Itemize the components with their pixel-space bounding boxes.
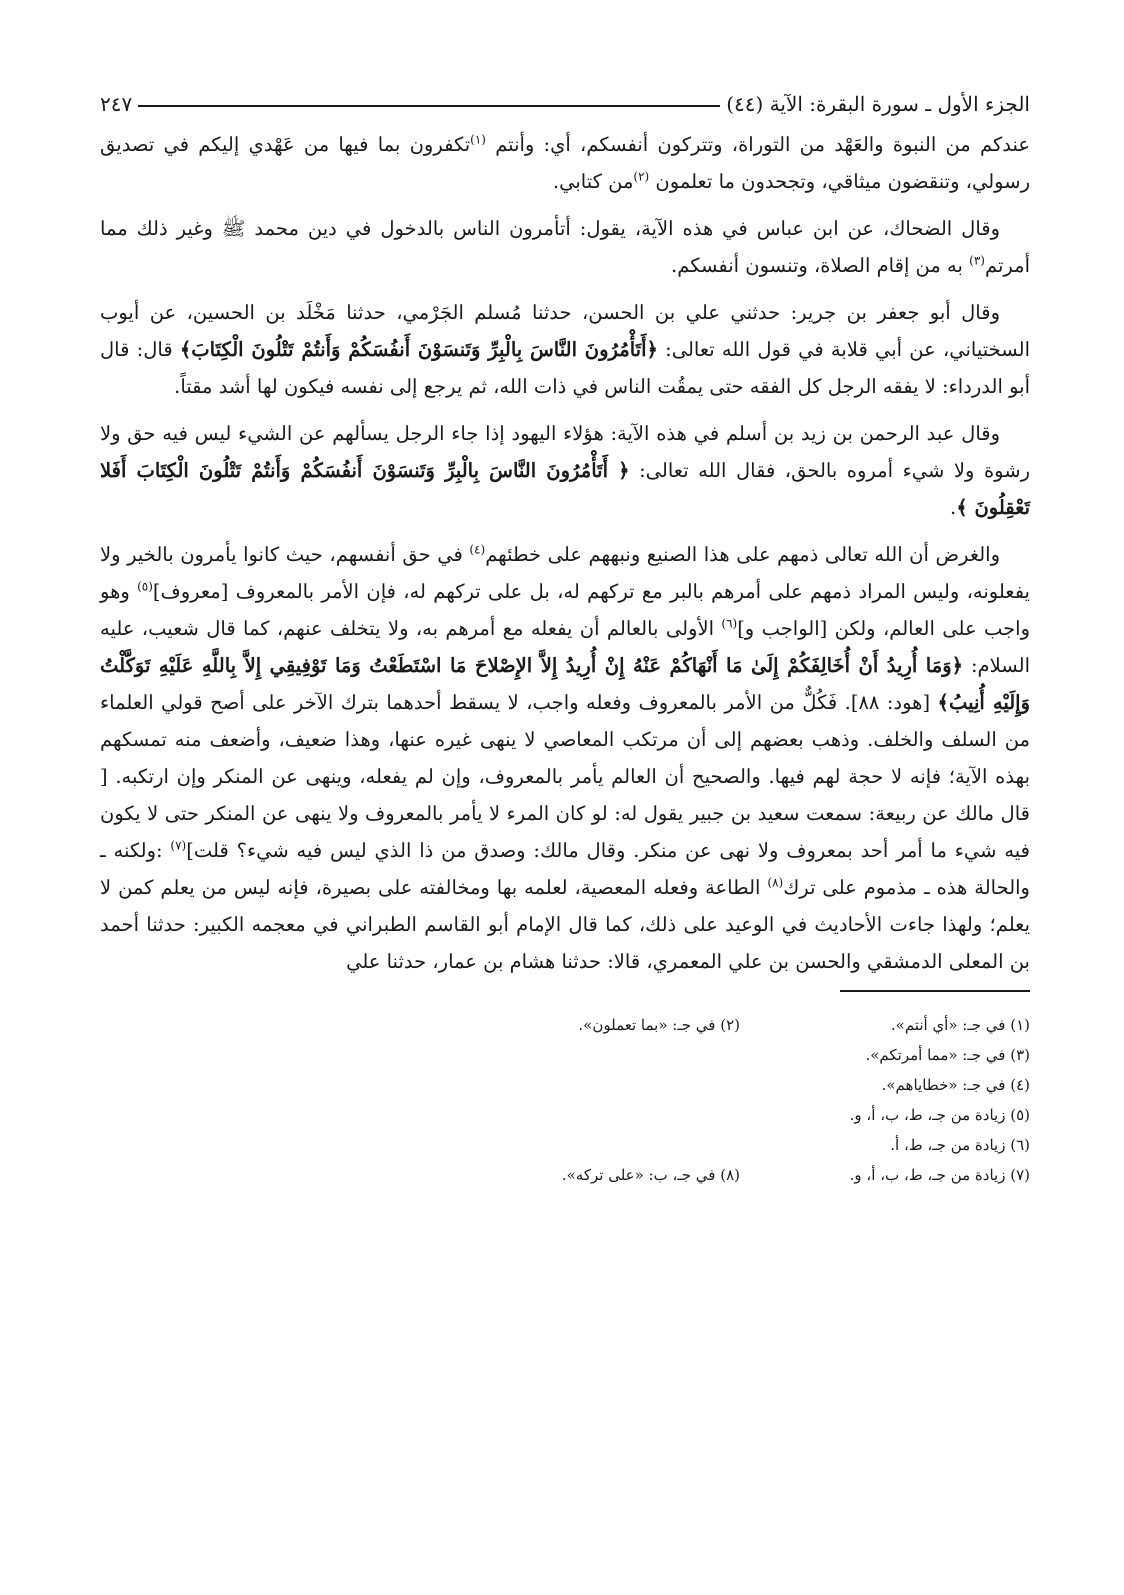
- paragraph-text: عندكم من النبوة والعَهْد من التوراة، وتتركون أنفسكم، أي: وأنتم: [485, 133, 1030, 156]
- paragraph-text: [هود: ٨٨]. فَكُلٌّ من الأمر بالمعروف وفعله واجب، لا يسقط أحدهما بترك الآخر على أصح قولي العلماء من السلف والخلف. وذهب بعضهم إلى أن مرتكب المعاصي لا ينهى غيره عنها، وهذا ضعيف، وأضعف منه تمسكهم بهذه الآية؛ فإنه لا حجة لهم فيها. والصحيح أن العالم يأمر بالمعروف، وإن لم يفعله، وينهى عن المنكر وإن ارتكبه. [ قال مالك عن ربيعة: سمعت سعيد بن جبير يقول له: لو كان المرء لا يأمر بالمعروف ولا ينهى عن المنكر حتى لا يكون فيه شيء ما أمر أحد بمعروف ولا نهى عن منكر. وقال مالك: وصدق من ذا الذي ليس فيه شيء؟ قلت]: [100, 691, 1031, 862]
- footnote-1: (١) في جـ: «أي أنتم».: [890, 1016, 1030, 1034]
- paragraph-4: [100, 415, 1030, 526]
- paragraph-text: وقال الضحاك، عن ابن عباس في هذه الآية، يقول: أتأمرون الناس بالدخول في دين محمد ﷺ وغير ذلك مما أمرتم: [100, 217, 1030, 277]
- footnote-row: [100, 1040, 1030, 1070]
- paragraph-text: الطاعة وفعله المعصية، لعلمه بها ومخالفته على بصيرة، فإنه ليس من يعلم كمن لا يعلم؛ ولهذا جاءت الأحاديث في الوعيد على ذلك، كما قال الإمام أبو القاسم الطبراني في معجمه الكبير: حدثنا أحمد بن المعلى الدمشقي والحسن بن علي المعمري، قالا: حدثنا هشام بن عمار، حدثنا علي: [100, 876, 1030, 973]
- paragraph-3: [100, 294, 1030, 405]
- footnote-marker: (٦): [721, 616, 738, 631]
- footnotes: [100, 1010, 1030, 1190]
- paragraph-text: :ولكنه ـ والحالة هذه ـ مذموم على ترك: [100, 839, 1030, 899]
- footnote-row: [100, 1010, 1030, 1040]
- paragraph-5: [100, 536, 1030, 980]
- running-header: [100, 88, 1030, 120]
- paragraph-text: وقال أبو جعفر بن جرير: حدثني علي بن الحسن، حدثنا مُسلم الجَرْمي، حدثنا مَخْلَد بن الحسين، عن أيوب السختياني، عن أبي قلابة في قول الله تعالى:: [100, 301, 1030, 361]
- footnote-marker: (٢): [633, 169, 650, 184]
- footnote-marker: (٣): [969, 253, 985, 268]
- footnote-divider: [840, 990, 1030, 992]
- footnote-4: (٤) في جـ: «خطاياهم».: [881, 1076, 1030, 1094]
- footnote-marker: (٥): [137, 579, 153, 594]
- footnote-7: (٧) زيادة من جـ، ط، ب، أ، و.: [849, 1166, 1030, 1184]
- footnote-marker: (٧): [170, 838, 187, 853]
- quran-verse: ﴿أَتَأْمُرُونَ النَّاسَ بِالْبِرِّ وَتَنسَوْنَ أَنفُسَكُمْ وَأَنتُمْ تَتْلُونَ الْكِتَابَ﴾: [179, 338, 658, 361]
- paragraph-text: قال: قال أبو الدرداء: لا يفقه الرجل كل الفقه حتى يمقُت الناس في ذات الله، ثم يرجع إلى نفسه فيكون لها أشد مقتاً.: [100, 338, 1030, 398]
- footnote-row: [100, 1100, 1030, 1130]
- paragraph-text: .: [950, 496, 957, 519]
- footnote-row: [100, 1070, 1030, 1100]
- paragraph-text: به من إقام الصلاة، وتنسون أنفسكم.: [671, 254, 970, 277]
- footnote-8: (٨) في جـ، ب: «على تركه».: [561, 1166, 740, 1184]
- footnote-2: (٢) في جـ: «بما تعملون».: [578, 1016, 740, 1034]
- paragraph-text: تكفرون بما فيها من عَهْدي إليكم في تصديق رسولي، وتنقضون ميثاقي، وتجحدون ما تعلمون: [100, 133, 1030, 193]
- footnote-6: (٦) زيادة من جـ، ط، أ.: [890, 1136, 1030, 1154]
- paragraph-text: من كتابي.: [552, 170, 634, 193]
- paragraph-1: [100, 126, 1030, 200]
- footnote-row: [100, 1130, 1030, 1160]
- footnote-5: (٥) زيادة من جـ، ط، ب، أ، و.: [849, 1106, 1030, 1124]
- footnote-marker: (٤): [469, 542, 486, 557]
- header-title: الجزء الأول ـ سورة البقرة: الآية (٤٤): [726, 92, 1030, 116]
- paragraph-2: [100, 210, 1030, 284]
- header-rule: [138, 105, 720, 107]
- footnote-marker: (٨): [767, 875, 784, 890]
- paragraph-text: في حق أنفسهم، حيث كانوا يأمرون بالخير ولا يفعلونه، وليس المراد ذمهم على أمرهم بالبر مع تركهم له، بل على تركهم له، فإن الأمر بالمعروف [معروف]: [100, 543, 1030, 603]
- book-page: [100, 88, 1030, 1190]
- footnote-marker: (١): [470, 132, 486, 147]
- quran-verse: ﴿وَمَا أُرِيدُ أَنْ أُخَالِفَكُمْ إِلَىٰ مَا أَنْهَاكُمْ عَنْهُ إِنْ أُرِيدُ إِلاَّ الإِصْلاحَ مَا اسْتَطَعْتُ وَمَا تَوْفِيقِي إِلاَّ بِاللَّهِ عَلَيْهِ تَوَكَّلْتُ وَإِلَيْهِ أُنِيبُ﴾: [100, 654, 1030, 714]
- quran-verse: ﴿ أَتَأْمُرُونَ النَّاسَ بِالْبِرِّ وَتَنسَوْنَ أَنفُسَكُمْ وَأَنتُمْ تَتْلُونَ الْكِتَابَ أَفَلا تَعْقِلُونَ ﴾: [100, 459, 1030, 519]
- paragraph-text: والغرض أن الله تعالى ذمهم على هذا الصنيع ونبههم على خطئهم: [485, 543, 1000, 566]
- footnote-3: (٣) في جـ: «مما أمرتكم».: [865, 1046, 1030, 1064]
- footnote-row: [100, 1160, 1030, 1190]
- paragraph-text: الأولى بالعالم أن يفعله مع أمرهم به، ولا يتخلف عنهم، كما قال شعيب، عليه السلام:: [100, 617, 1031, 677]
- main-text: [100, 126, 1030, 980]
- paragraph-text: وهو واجب على العالم، ولكن [الواجب و]: [100, 580, 1030, 640]
- paragraph-text: وقال عبد الرحمن بن زيد بن أسلم في هذه الآية: هؤلاء اليهود إذا جاء الرجل يسألهم عن الشيء ليس فيه حق ولا رشوة ولا شيء أمروه بالحق، فقال الله تعالى:: [100, 422, 1030, 482]
- page-number: ٢٤٧: [100, 92, 133, 116]
